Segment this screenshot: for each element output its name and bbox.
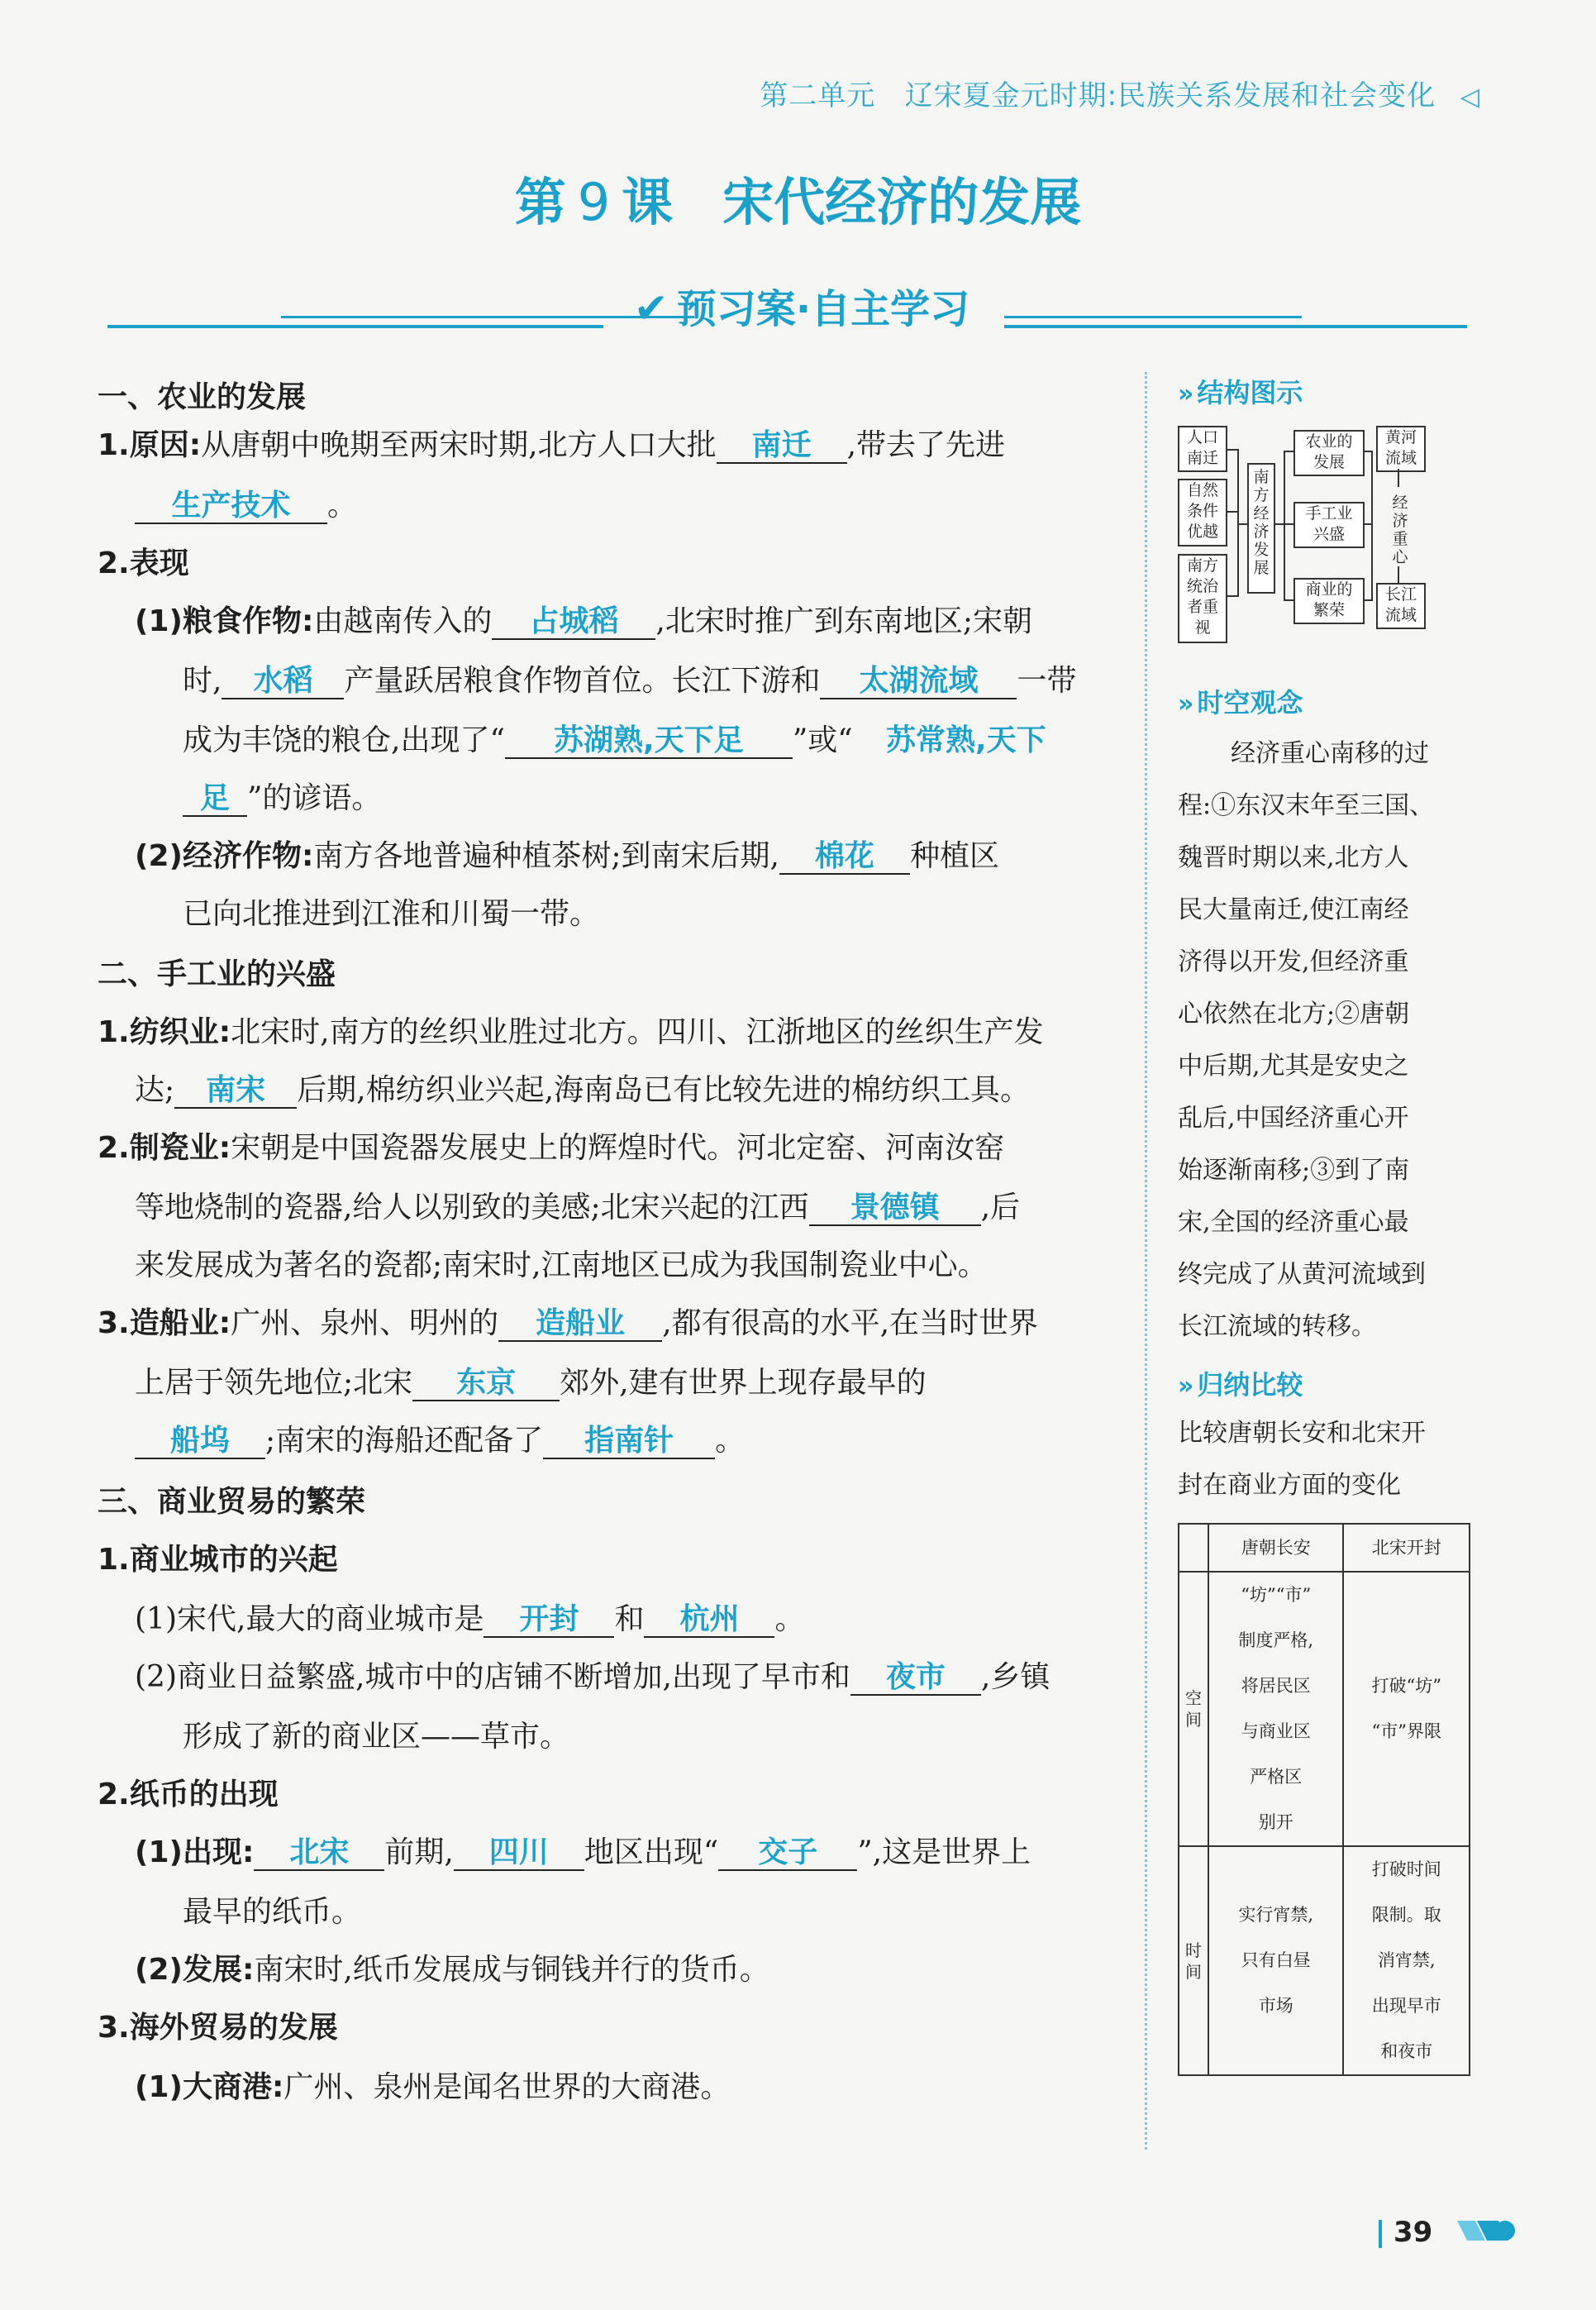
cell-line: 打破“坊” (1371, 1676, 1441, 1696)
text-line (135, 2064, 730, 2106)
answer-blank: 水稻 (222, 665, 344, 699)
text-line: 形成了新的商业区——草市。 (183, 1720, 570, 1754)
text: 上居于领先地位;北宋 (135, 1366, 413, 1400)
answer-blank: 生产技术 (135, 489, 327, 524)
unit-label: 第二单元 (760, 79, 876, 112)
answer-blank: 棉花 (779, 840, 910, 875)
table-corner (1179, 1524, 1208, 1572)
text-line (135, 1946, 769, 1988)
cell-line: 出现早市 (1371, 1996, 1441, 2016)
item-label: (2)发展: (135, 1953, 255, 1987)
diagram-node (1247, 463, 1275, 594)
row-header (1179, 1572, 1208, 1846)
cell-line: 制度严格, (1238, 1630, 1314, 1650)
text: 产量跃居粮食作物首位。长江下游和 (344, 664, 821, 698)
answer-blank: 北宋 (254, 1836, 384, 1871)
cell-line: 别开 (1258, 1812, 1293, 1832)
unit-topic: 辽宋夏金元时期:民族关系发展和社会变化 (904, 79, 1436, 112)
item-label: (1)大商港: (135, 2070, 284, 2104)
answer-blank: 夜市 (850, 1661, 981, 1696)
node-text: 南方 (1186, 556, 1218, 575)
cell-line: 与商业区 (1241, 1721, 1311, 1741)
cell-line: “市”界限 (1371, 1721, 1441, 1741)
connector (1363, 523, 1371, 525)
table-cell (1343, 1846, 1470, 2075)
side-text-line: 终完成了从黄河流域到 (1178, 1260, 1426, 1289)
side-text-line: 经济重心南移的过 (1231, 739, 1429, 768)
section-heading: 二、手工业的兴盛 (98, 957, 336, 991)
node-text: 黄河 (1384, 428, 1417, 446)
item-label: (1)粮食作物: (135, 604, 314, 638)
row-header-text: 时间 (1185, 1940, 1202, 1982)
answer-blank: 南迁 (717, 429, 847, 464)
item-label: (2)经济作物: (135, 839, 314, 873)
node-text: 者重 (1186, 598, 1218, 616)
text: 从唐朝中晚期至两宋时期,北方人口大批 (201, 428, 717, 462)
comparison-table (1178, 1523, 1470, 2076)
diagram-node (1178, 554, 1227, 643)
subheading: 1.商业城市的兴起 (98, 1543, 338, 1577)
section-heading: 一、农业的发展 (98, 380, 307, 414)
text: 郊外,建有世界上现存最早的 (560, 1366, 927, 1400)
text-line (98, 1300, 1038, 1342)
text: 成为丰饶的粮仓,出现了“ (183, 723, 505, 757)
subheading: 2.表现 (98, 546, 189, 580)
cell-line: 市场 (1258, 1996, 1293, 2016)
node-text: 兴盛 (1313, 525, 1345, 543)
cell-line: 将居民区 (1241, 1676, 1311, 1696)
cell-line: 实行宵禁, (1238, 1905, 1314, 1925)
text: 达; (135, 1073, 175, 1107)
side-text-line: 比较唐朝长安和北宋开 (1178, 1419, 1426, 1448)
node-text: 南方经济发展 (1253, 468, 1270, 577)
node-text: 视 (1194, 618, 1211, 637)
answer-blank: 东京 (412, 1367, 560, 1401)
diagram-node (1178, 479, 1227, 546)
connector (1363, 599, 1371, 601)
lesson-title (0, 161, 1596, 235)
side-text-line: 宋,全国的经济重心最 (1178, 1208, 1409, 1237)
triangle-left-icon: ◁ (1460, 83, 1480, 112)
connector (1284, 599, 1293, 601)
banner-rule (107, 325, 603, 328)
text: 地区出现“ (584, 1835, 719, 1869)
subheading: 3.海外贸易的发展 (98, 2011, 338, 2045)
connector (1274, 523, 1284, 525)
side-heading (1178, 372, 1303, 410)
text: ”的谚语。 (247, 781, 382, 815)
text-line: 已向北推进到江淮和川蜀一带。 (183, 897, 600, 931)
connector (1284, 451, 1293, 452)
node-text: 南迁 (1186, 449, 1218, 467)
text-line (135, 833, 999, 875)
spacetime-text (1178, 728, 1472, 1353)
side-heading (1178, 1364, 1303, 1402)
page-number (1379, 2216, 1432, 2249)
text: 北宋时,南方的丝织业胜过北方。四川、江浙地区的丝织生产发 (231, 1015, 1044, 1049)
page-decoration-icon (1457, 2216, 1515, 2246)
node-text: 优越 (1186, 523, 1218, 541)
checkmark-icon: ✔ (633, 284, 669, 332)
text: 广州、泉州是闻名世界的大商港。 (283, 2070, 731, 2104)
side-text-line: 长江流域的转移。 (1178, 1312, 1376, 1341)
diagram-label: 经济重心 (1392, 494, 1408, 566)
section-heading: 三、商业贸易的繁荣 (98, 1485, 366, 1519)
text-line (135, 598, 1032, 640)
connector (1371, 451, 1373, 601)
node-text: 繁荣 (1313, 601, 1345, 619)
text: ,后 (980, 1191, 1021, 1224)
answer-blank: 四川 (454, 1836, 584, 1871)
side-text-line: 济得以开发,但经济重 (1178, 947, 1409, 976)
row-header (1179, 1846, 1208, 2075)
text-line: 最早的纸币。 (183, 1895, 362, 1929)
diagram-node (1178, 426, 1227, 472)
banner-text: 预习案·自主学习 (676, 286, 970, 332)
side-text-line: 民大量南迁,使江南经 (1178, 895, 1409, 924)
table-cell (1343, 1572, 1470, 1846)
connector (1226, 511, 1237, 513)
diagram-node (1376, 426, 1426, 472)
answer-blank: 船坞 (135, 1425, 265, 1459)
cell-line: “坊”“市” (1241, 1585, 1312, 1605)
column-divider (1145, 372, 1147, 2150)
cell-line: 只有白昼 (1241, 1950, 1311, 1970)
banner-rule (1004, 316, 1302, 318)
side-text-line: 乱后,中国经济重心开 (1178, 1104, 1409, 1133)
side-text-line: 封在商业方面的变化 (1178, 1471, 1401, 1500)
text-line (183, 775, 381, 817)
double-chevron-icon: » (1178, 379, 1194, 408)
node-text: 发展 (1313, 453, 1345, 471)
text: (1)宋代,最大的商业城市是 (135, 1602, 484, 1636)
text: 南方各地普遍种植茶树;到南宋后期, (313, 839, 779, 873)
answer-blank: 交子 (718, 1836, 857, 1871)
side-text-line: 始逐渐南移;③到了南 (1178, 1156, 1410, 1185)
text: (2)商业日益繁盛,城市中的店铺不断增加,出现了早市和 (135, 1660, 850, 1694)
text: 前期, (384, 1835, 454, 1869)
text: ”或“ (792, 723, 853, 757)
side-text-line: 程:①东汉末年至三国、 (1178, 791, 1435, 820)
node-text: 农业的 (1305, 432, 1353, 451)
text-line (98, 422, 1005, 464)
text: 宋朝是中国瓷器发展史上的辉煌时代。河北定窑、河南汝窑 (231, 1131, 1005, 1165)
text: ,都有很高的水平,在当时世界 (662, 1306, 1039, 1340)
text-line (98, 1124, 1004, 1167)
table-row (1179, 1572, 1470, 1846)
text-line (135, 1596, 804, 1638)
diagram-node (1376, 583, 1426, 629)
banner-label (587, 277, 1017, 334)
running-header (760, 73, 1480, 113)
side-text-line: 心依然在北方;②唐朝 (1178, 1000, 1410, 1029)
page-number-bar (1379, 2220, 1382, 2248)
lesson-number: 9 (577, 172, 611, 232)
double-chevron-icon: » (1178, 1372, 1194, 1401)
side-text-line: 中后期,尤其是安史之 (1178, 1052, 1409, 1081)
answer-blank: 足 (183, 782, 247, 817)
table-cell (1208, 1846, 1343, 2075)
cell-line: 严格区 (1250, 1767, 1303, 1787)
item-label: 1.原因: (98, 428, 202, 462)
node-text: 手工业 (1305, 504, 1353, 523)
connector (1398, 469, 1399, 487)
table-header-row (1179, 1524, 1470, 1572)
text: 由越南传入的 (313, 604, 493, 638)
text: ,北宋时推广到东南地区;宋朝 (655, 604, 1032, 638)
table-row (1179, 1846, 1470, 2075)
column-header: 北宋开封 (1343, 1524, 1470, 1572)
node-text: 流域 (1384, 606, 1417, 624)
connector (1226, 449, 1237, 451)
connector (1284, 523, 1293, 525)
cell-line: 限制。取 (1371, 1905, 1441, 1925)
banner-rule (1004, 325, 1467, 328)
text: 和 (614, 1602, 645, 1636)
connector (1363, 451, 1371, 452)
text: 。 (327, 489, 358, 523)
subheading: 2.纸币的出现 (98, 1778, 279, 1811)
text: 。 (715, 1424, 746, 1458)
answer-blank: 指南针 (543, 1425, 715, 1459)
text-line (135, 482, 357, 524)
lesson-num-suffix: 课 (622, 172, 674, 232)
answer-blank: 苏常熟,天下 (885, 723, 1046, 757)
answer-blank: 南宋 (174, 1074, 297, 1109)
connector (1237, 523, 1247, 525)
diagram-node (1293, 430, 1365, 476)
item-label: 2.制瓷业: (98, 1131, 231, 1165)
item-label: 1.纺织业: (98, 1015, 231, 1049)
text: ,乡镇 (980, 1660, 1051, 1694)
cell-line: 消宵禁, (1377, 1950, 1436, 1970)
text: 一带 (1017, 664, 1077, 698)
page-number-text: 39 (1394, 2216, 1433, 2249)
text-line (135, 1359, 927, 1401)
text-line: 来发展成为著名的瓷都;南宋时,江南地区已成为我国制瓷业中心。 (135, 1248, 988, 1282)
node-text: 长江 (1384, 585, 1417, 604)
answer-blank: 杭州 (644, 1603, 774, 1638)
text-line (135, 1829, 1031, 1871)
node-text: 人口 (1186, 428, 1218, 446)
node-text: 自然 (1186, 481, 1218, 499)
column-header: 唐朝长安 (1208, 1524, 1343, 1572)
double-chevron-icon: » (1178, 690, 1194, 718)
text: 。 (774, 1602, 805, 1636)
item-label: (1)出现: (135, 1835, 255, 1869)
node-text: 商业的 (1305, 580, 1353, 599)
answer-blank: 太湖流域 (820, 665, 1017, 699)
connector (1284, 451, 1285, 599)
text: ,带去了先进 (846, 428, 1006, 462)
diagram-node (1293, 578, 1365, 624)
text: ”,这是世界上 (857, 1835, 1031, 1869)
connector (1226, 595, 1237, 597)
answer-blank: 占城稻 (492, 605, 655, 640)
compare-intro (1178, 1407, 1472, 1511)
answer-blank: 造船业 (498, 1307, 662, 1342)
side-text-line: 魏晋时期以来,北方人 (1178, 843, 1409, 872)
text: 南宋时,纸币发展成与铜钱并行的货币。 (254, 1953, 769, 1987)
diagram-node (1293, 502, 1365, 548)
section-banner (107, 277, 1467, 343)
answer-blank: 苏湖熟,天下足 (505, 724, 793, 759)
item-label: 3.造船业: (98, 1306, 231, 1340)
side-heading-text: 时空观念 (1197, 687, 1303, 718)
side-heading-text: 归纳比较 (1197, 1369, 1303, 1401)
text-line (183, 657, 1076, 699)
text: 时, (183, 664, 222, 698)
node-text: 统治 (1186, 577, 1218, 595)
text-line (135, 1184, 1020, 1226)
text: 种植区 (909, 839, 999, 873)
cell-line: 打破时间 (1371, 1859, 1441, 1879)
node-text: 条件 (1186, 502, 1218, 520)
text-line (98, 1009, 1044, 1051)
table-cell (1208, 1572, 1343, 1846)
connector (1398, 566, 1399, 583)
text-line (183, 717, 1050, 759)
text-line (135, 1417, 745, 1459)
answer-blank: 开封 (484, 1603, 614, 1638)
cell-line: 和夜市 (1380, 2041, 1433, 2061)
text: 后期,棉纺织业兴起,海南岛已有比较先进的棉纺织工具。 (297, 1073, 1031, 1107)
lesson-num-prefix: 第 (514, 172, 566, 232)
answer-blank: 景德镇 (809, 1191, 981, 1226)
lesson-name: 宋代经济的发展 (722, 172, 1082, 232)
row-header-text: 空间 (1185, 1688, 1202, 1730)
text: 等地烧制的瓷器,给人以别致的美感;北宋兴起的江西 (135, 1191, 809, 1224)
text: ;南宋的海船还配备了 (265, 1424, 544, 1458)
text-line (135, 1067, 1030, 1109)
text: 广州、泉州、明州的 (231, 1306, 499, 1340)
node-text: 流域 (1384, 449, 1417, 467)
structure-diagram (1178, 426, 1475, 649)
side-heading (1178, 682, 1303, 720)
side-heading-text: 结构图示 (1197, 377, 1303, 408)
text-line (135, 1654, 1050, 1696)
